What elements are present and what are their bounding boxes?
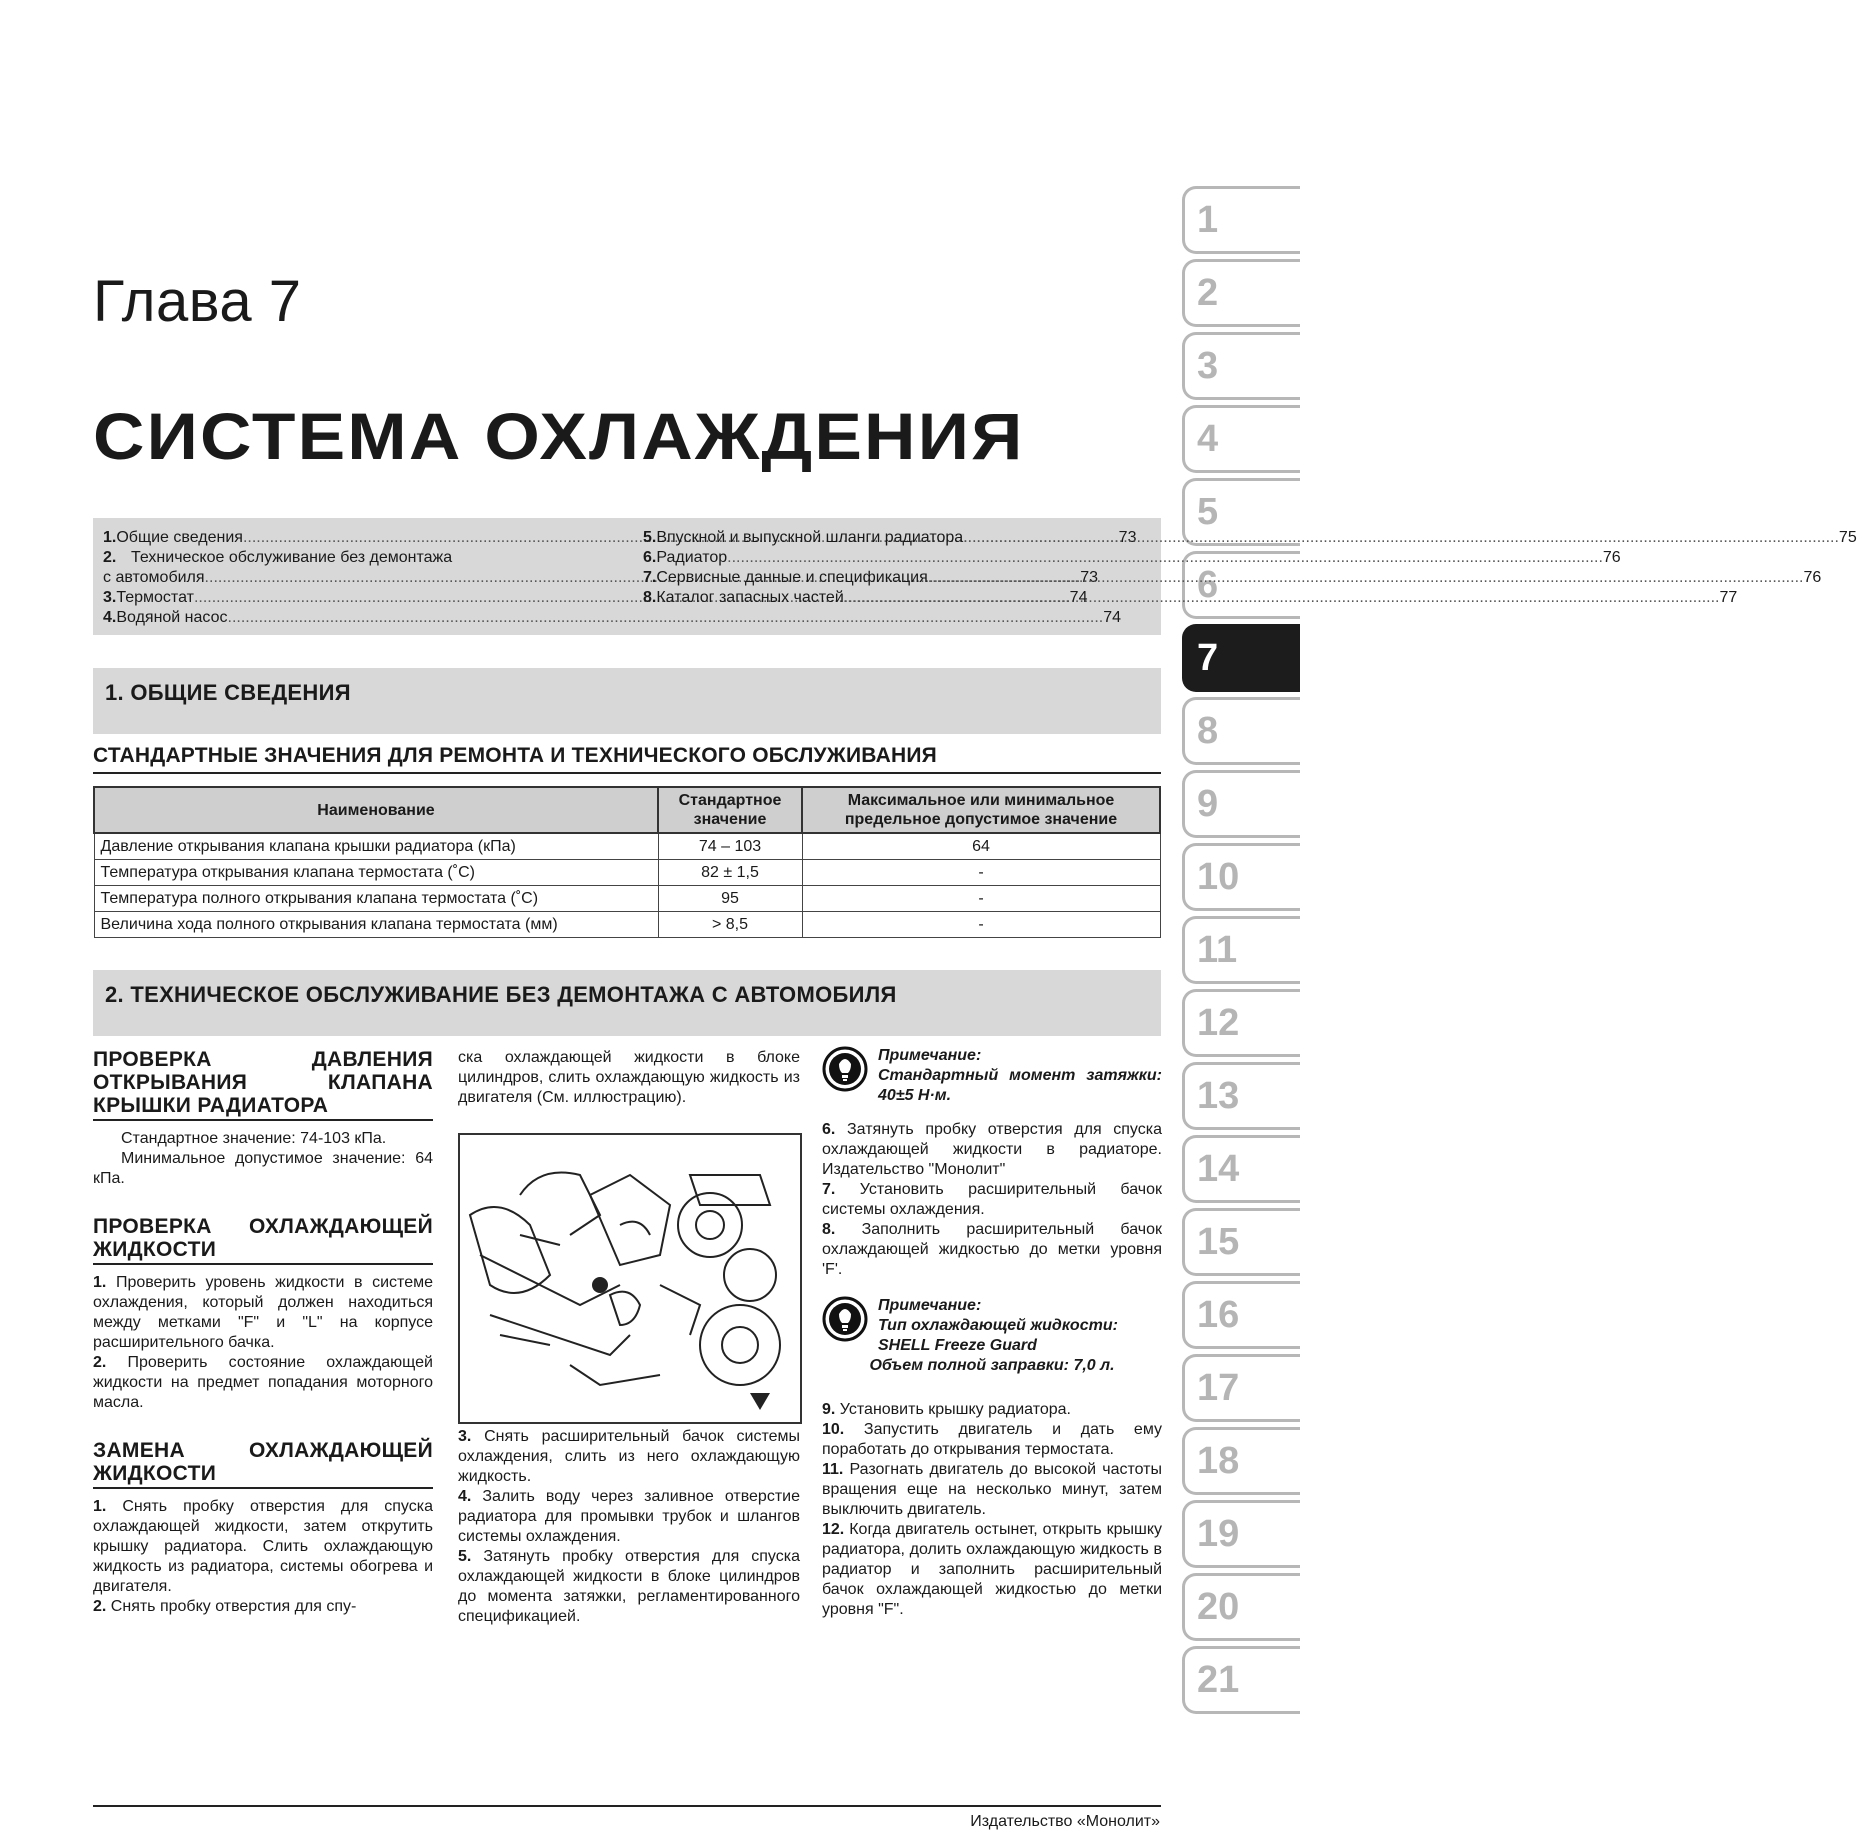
- toc-page: [587, 548, 615, 568]
- lightbulb-icon: [822, 1046, 868, 1092]
- item-text: Установить крышку радиатора.: [839, 1401, 1071, 1418]
- spec-table-title: СТАНДАРТНЫЕ ЗНАЧЕНИЯ ДЛЯ РЕМОНТА И ТЕХНИЧЕСКОГО ОБСЛУЖИВАНИЯ: [93, 744, 1161, 774]
- chapter-tab[interactable]: 1: [1182, 186, 1300, 254]
- column-2: [458, 1048, 800, 1108]
- list-item: [458, 1427, 800, 1487]
- chapter-tab[interactable]: 4: [1182, 405, 1300, 473]
- toc-number: 3.: [103, 589, 117, 606]
- note-content: [878, 1046, 1162, 1106]
- note-label: Примечание:: [878, 1047, 982, 1064]
- table-row: [94, 860, 1160, 886]
- list-item: [822, 1520, 1162, 1620]
- section-2-heading: 2. ТЕХНИЧЕСКОЕ ОБСЛУЖИВАНИЕ БЕЗ ДЕМОНТАЖА С АВТОМОБИЛЯ: [93, 970, 1161, 1036]
- table-cell: 95: [658, 886, 802, 912]
- footer-divider: [93, 1805, 1161, 1807]
- toc-label: Водяной насос: [116, 609, 228, 626]
- item-text: Затянуть пробку отверстия для спуска охлаждающей жидкости в блоке цилиндров до момента затяжки, регламентированного спецификацией.: [458, 1548, 800, 1625]
- table-cell: Давление открывания клапана крышки радиатора (кПа): [94, 833, 658, 860]
- column-2-steps: [458, 1427, 800, 1627]
- subsection-heading: ПРОВЕРКА ОХЛАЖДАЮЩЕЙ ЖИДКОСТИ: [93, 1215, 433, 1265]
- item-number: 5.: [458, 1548, 472, 1565]
- engine-drain-illustration-drawing: [460, 1135, 800, 1422]
- item-number: 2.: [93, 1598, 107, 1615]
- chapter-tab[interactable]: 15: [1182, 1208, 1300, 1276]
- note-text: Тип охлаждающей жидкости:: [878, 1317, 1118, 1334]
- list-item: [93, 1353, 433, 1413]
- table-row: [94, 833, 1160, 860]
- chapter-tab[interactable]: 12: [1182, 989, 1300, 1057]
- toc-entry[interactable]: [643, 588, 1738, 608]
- toc-label: Радиатор: [656, 549, 728, 566]
- note-text: Стандартный момент затяжки: 40±5 Н·м.: [878, 1067, 1162, 1104]
- toc-page: 74: [1069, 589, 1088, 606]
- column-header-limit: Максимальное или минимальное предельное допустимое значение: [802, 787, 1160, 833]
- chapter-tab-active[interactable]: 7: [1182, 624, 1300, 692]
- item-number: 2.: [93, 1354, 107, 1371]
- page-title: СИСТЕМА ОХЛАЖДЕНИЯ: [93, 399, 1025, 473]
- table-of-contents: [93, 518, 1857, 635]
- list-item: [93, 1497, 433, 1597]
- item-text: Снять пробку отверстия для спу-: [110, 1598, 357, 1615]
- toc-page: 75: [1838, 529, 1857, 546]
- list-item: [822, 1400, 1162, 1420]
- chapter-tab[interactable]: 3: [1182, 332, 1300, 400]
- subsection-heading: ПРОВЕРКА ДАВЛЕНИЯ ОТКРЫВАНИЯ КЛАПАНА КРЫШКИ РАДИАТОРА: [93, 1048, 433, 1121]
- chapter-tab[interactable]: 17: [1182, 1354, 1300, 1422]
- engine-drain-illustration: [458, 1133, 802, 1424]
- toc-number: 8.: [643, 589, 657, 606]
- steps-group: [822, 1120, 1162, 1280]
- table-cell: 74 – 103: [658, 833, 802, 860]
- list-item: [458, 1547, 800, 1627]
- item-number: 10.: [822, 1421, 845, 1438]
- paragraph: Стандартное значение: 74-103 кПа.: [121, 1130, 387, 1147]
- column-3: [822, 1046, 1162, 1620]
- chapter-tab[interactable]: 13: [1182, 1062, 1300, 1130]
- list-item: [822, 1420, 1162, 1460]
- toc-label: Общие сведения: [116, 529, 243, 546]
- list-item: [93, 1273, 433, 1353]
- toc-entry[interactable]: [643, 528, 1857, 548]
- toc-number: 5.: [643, 529, 657, 546]
- toc-label: Каталог запасных частей: [656, 589, 844, 606]
- item-number: 1.: [93, 1498, 107, 1515]
- toc-leader: [963, 528, 1839, 548]
- item-text: Затянуть пробку отверстия для спуска охлаждающей жидкости в радиаторе. Издательство "Монолит": [822, 1121, 1163, 1178]
- table-cell: 64: [802, 833, 1160, 860]
- item-text: Проверить состояние охлаждающей жидкости на предмет попадания моторного масла.: [93, 1354, 433, 1411]
- item-number: 9.: [822, 1401, 836, 1418]
- item-text: Установить расширительный бачок системы охлаждения.: [822, 1181, 1163, 1218]
- toc-number: 6.: [643, 549, 657, 566]
- toc-leader: [727, 548, 1603, 568]
- column-header-standard: Стандартное значение: [658, 787, 802, 833]
- item-number: 4.: [458, 1488, 472, 1505]
- table-cell: -: [802, 860, 1160, 886]
- chapter-tab[interactable]: 9: [1182, 770, 1300, 838]
- item-text: Заполнить расширительный бачок охлаждающей жидкостью до метки уровня 'F'.: [822, 1221, 1162, 1278]
- toc-leader: [928, 568, 1804, 588]
- list-item: [822, 1220, 1162, 1280]
- table-cell: Температура открывания клапана термостата (˚С): [94, 860, 658, 886]
- paragraph: ска охлаждающей жидкости в блоке цилиндров, слить охлаждающую жидкость из двигателя (См. иллюстрацию).: [458, 1049, 800, 1106]
- table-cell: 82 ± 1,5: [658, 860, 802, 886]
- toc-number: 2.: [103, 549, 117, 566]
- subsection-heading: ЗАМЕНА ОХЛАЖДАЮЩЕЙ ЖИДКОСТИ: [93, 1439, 433, 1489]
- toc-number: 7.: [643, 569, 657, 586]
- toc-entry[interactable]: [103, 608, 1122, 628]
- toc-page: 76: [1803, 569, 1822, 586]
- list-item: [822, 1180, 1162, 1220]
- note-content: [878, 1296, 1162, 1356]
- chapter-tab[interactable]: 14: [1182, 1135, 1300, 1203]
- table-cell: Температура полного открывания клапана термостата (˚С): [94, 886, 658, 912]
- toc-number: 1.: [103, 529, 117, 546]
- table-cell: -: [802, 912, 1160, 938]
- toc-entry[interactable]: [103, 548, 615, 568]
- table-cell: -: [802, 886, 1160, 912]
- item-number: 11.: [822, 1461, 844, 1478]
- toc-page: 74: [1103, 609, 1122, 626]
- column-1: [93, 1048, 433, 1617]
- chapter-tab[interactable]: 10: [1182, 843, 1300, 911]
- chapter-tab[interactable]: 5: [1182, 478, 1300, 546]
- table-row: [94, 912, 1160, 938]
- chapter-tab[interactable]: 6: [1182, 551, 1300, 619]
- chapter-tab[interactable]: 2: [1182, 259, 1300, 327]
- toc-page: 73: [1118, 529, 1137, 546]
- item-text: Запустить двигатель и дать ему поработать до открывания термостата.: [822, 1421, 1163, 1458]
- item-text: Проверить уровень жидкости в системе охлаждения, который должен находиться между метками "F" и "L" на корпусе расширительного бачка.: [93, 1274, 433, 1351]
- list-item: [93, 1597, 433, 1617]
- steps-group: [822, 1400, 1162, 1620]
- toc-label: Впускной и выпускной шланги радиатора: [656, 529, 964, 546]
- toc-page: 73: [1080, 569, 1099, 586]
- note-box: [822, 1296, 1162, 1356]
- toc-leader: [228, 608, 1104, 628]
- toc-label: с автомобиля: [103, 569, 205, 586]
- item-number: 8.: [822, 1221, 836, 1238]
- item-number: 7.: [822, 1181, 836, 1198]
- item-number: 6.: [822, 1121, 836, 1138]
- section-1-heading: 1. ОБЩИЕ СВЕДЕНИЯ: [93, 668, 1161, 734]
- note-text: SHELL Freeze Guard: [878, 1337, 1037, 1354]
- lightbulb-icon: [822, 1296, 868, 1342]
- note-text: Объем полной заправки: 7,0 л.: [869, 1357, 1115, 1374]
- chapter-tab[interactable]: 8: [1182, 697, 1300, 765]
- list-item: [822, 1120, 1162, 1180]
- table-row: [94, 886, 1160, 912]
- toc-label: Сервисные данные и спецификация: [656, 569, 928, 586]
- chapter-tab[interactable]: 20: [1182, 1573, 1300, 1641]
- chapter-tab[interactable]: 11: [1182, 916, 1300, 984]
- toc-page: 77: [1719, 589, 1738, 606]
- toc-number: 4.: [103, 609, 117, 626]
- item-text: Залить воду через заливное отверстие радиатора для промывки трубок и шлангов системы охлаждения.: [458, 1488, 800, 1545]
- column-header-name: Наименование: [94, 787, 658, 833]
- item-text: Снять расширительный бачок системы охлаждения, слить из него охлаждающую жидкость.: [458, 1428, 800, 1485]
- chapter-tabs: [1182, 186, 1300, 1719]
- chapter-label: Глава 7: [93, 269, 302, 334]
- spec-table-header: [94, 787, 1160, 833]
- toc-entry[interactable]: [643, 568, 1822, 588]
- chapter-tab[interactable]: 16: [1182, 1281, 1300, 1349]
- note-label: Примечание:: [878, 1297, 982, 1314]
- toc-label: Техническое обслуживание без демонтажа: [131, 549, 453, 566]
- item-text: Снять пробку отверстия для спуска охлаждающей жидкости, затем открутить крышку радиатора. Слить охлаждающую жидкость из радиатора, системы обогрева и двигателя.: [93, 1498, 433, 1595]
- item-number: 1.: [93, 1274, 107, 1291]
- toc-entry[interactable]: [643, 548, 1621, 568]
- chapter-tab[interactable]: 21: [1182, 1646, 1300, 1714]
- toc-page: 76: [1602, 549, 1621, 566]
- chapter-tab[interactable]: 18: [1182, 1427, 1300, 1495]
- table-cell: > 8,5: [658, 912, 802, 938]
- item-number: 3.: [458, 1428, 472, 1445]
- item-text: Разогнать двигатель до высокой частоты вращения еще на несколько минут, затем выключить двигатель.: [822, 1461, 1162, 1518]
- toc-label: Термостат: [116, 589, 194, 606]
- note-box: [822, 1046, 1162, 1106]
- toc-column-right: [643, 528, 1857, 608]
- paragraph: Минимальное допустимое значение: 64 кПа.: [93, 1150, 433, 1187]
- chapter-tab[interactable]: 19: [1182, 1500, 1300, 1568]
- publisher-footer: Издательство «Монолит»: [970, 1813, 1160, 1830]
- toc-leader: [844, 588, 1720, 608]
- item-text: Когда двигатель остынет, открыть крышку радиатора, долить охлаждающую жидкость в радиатор и заполнить расширительный бачок охлаждающей жидкостью до метки уровня "F".: [822, 1521, 1162, 1618]
- spec-table: [93, 786, 1161, 938]
- list-item: [822, 1460, 1162, 1520]
- item-number: 12.: [822, 1521, 845, 1538]
- table-cell: Величина хода полного открывания клапана термостата (мм): [94, 912, 658, 938]
- list-item: [458, 1487, 800, 1547]
